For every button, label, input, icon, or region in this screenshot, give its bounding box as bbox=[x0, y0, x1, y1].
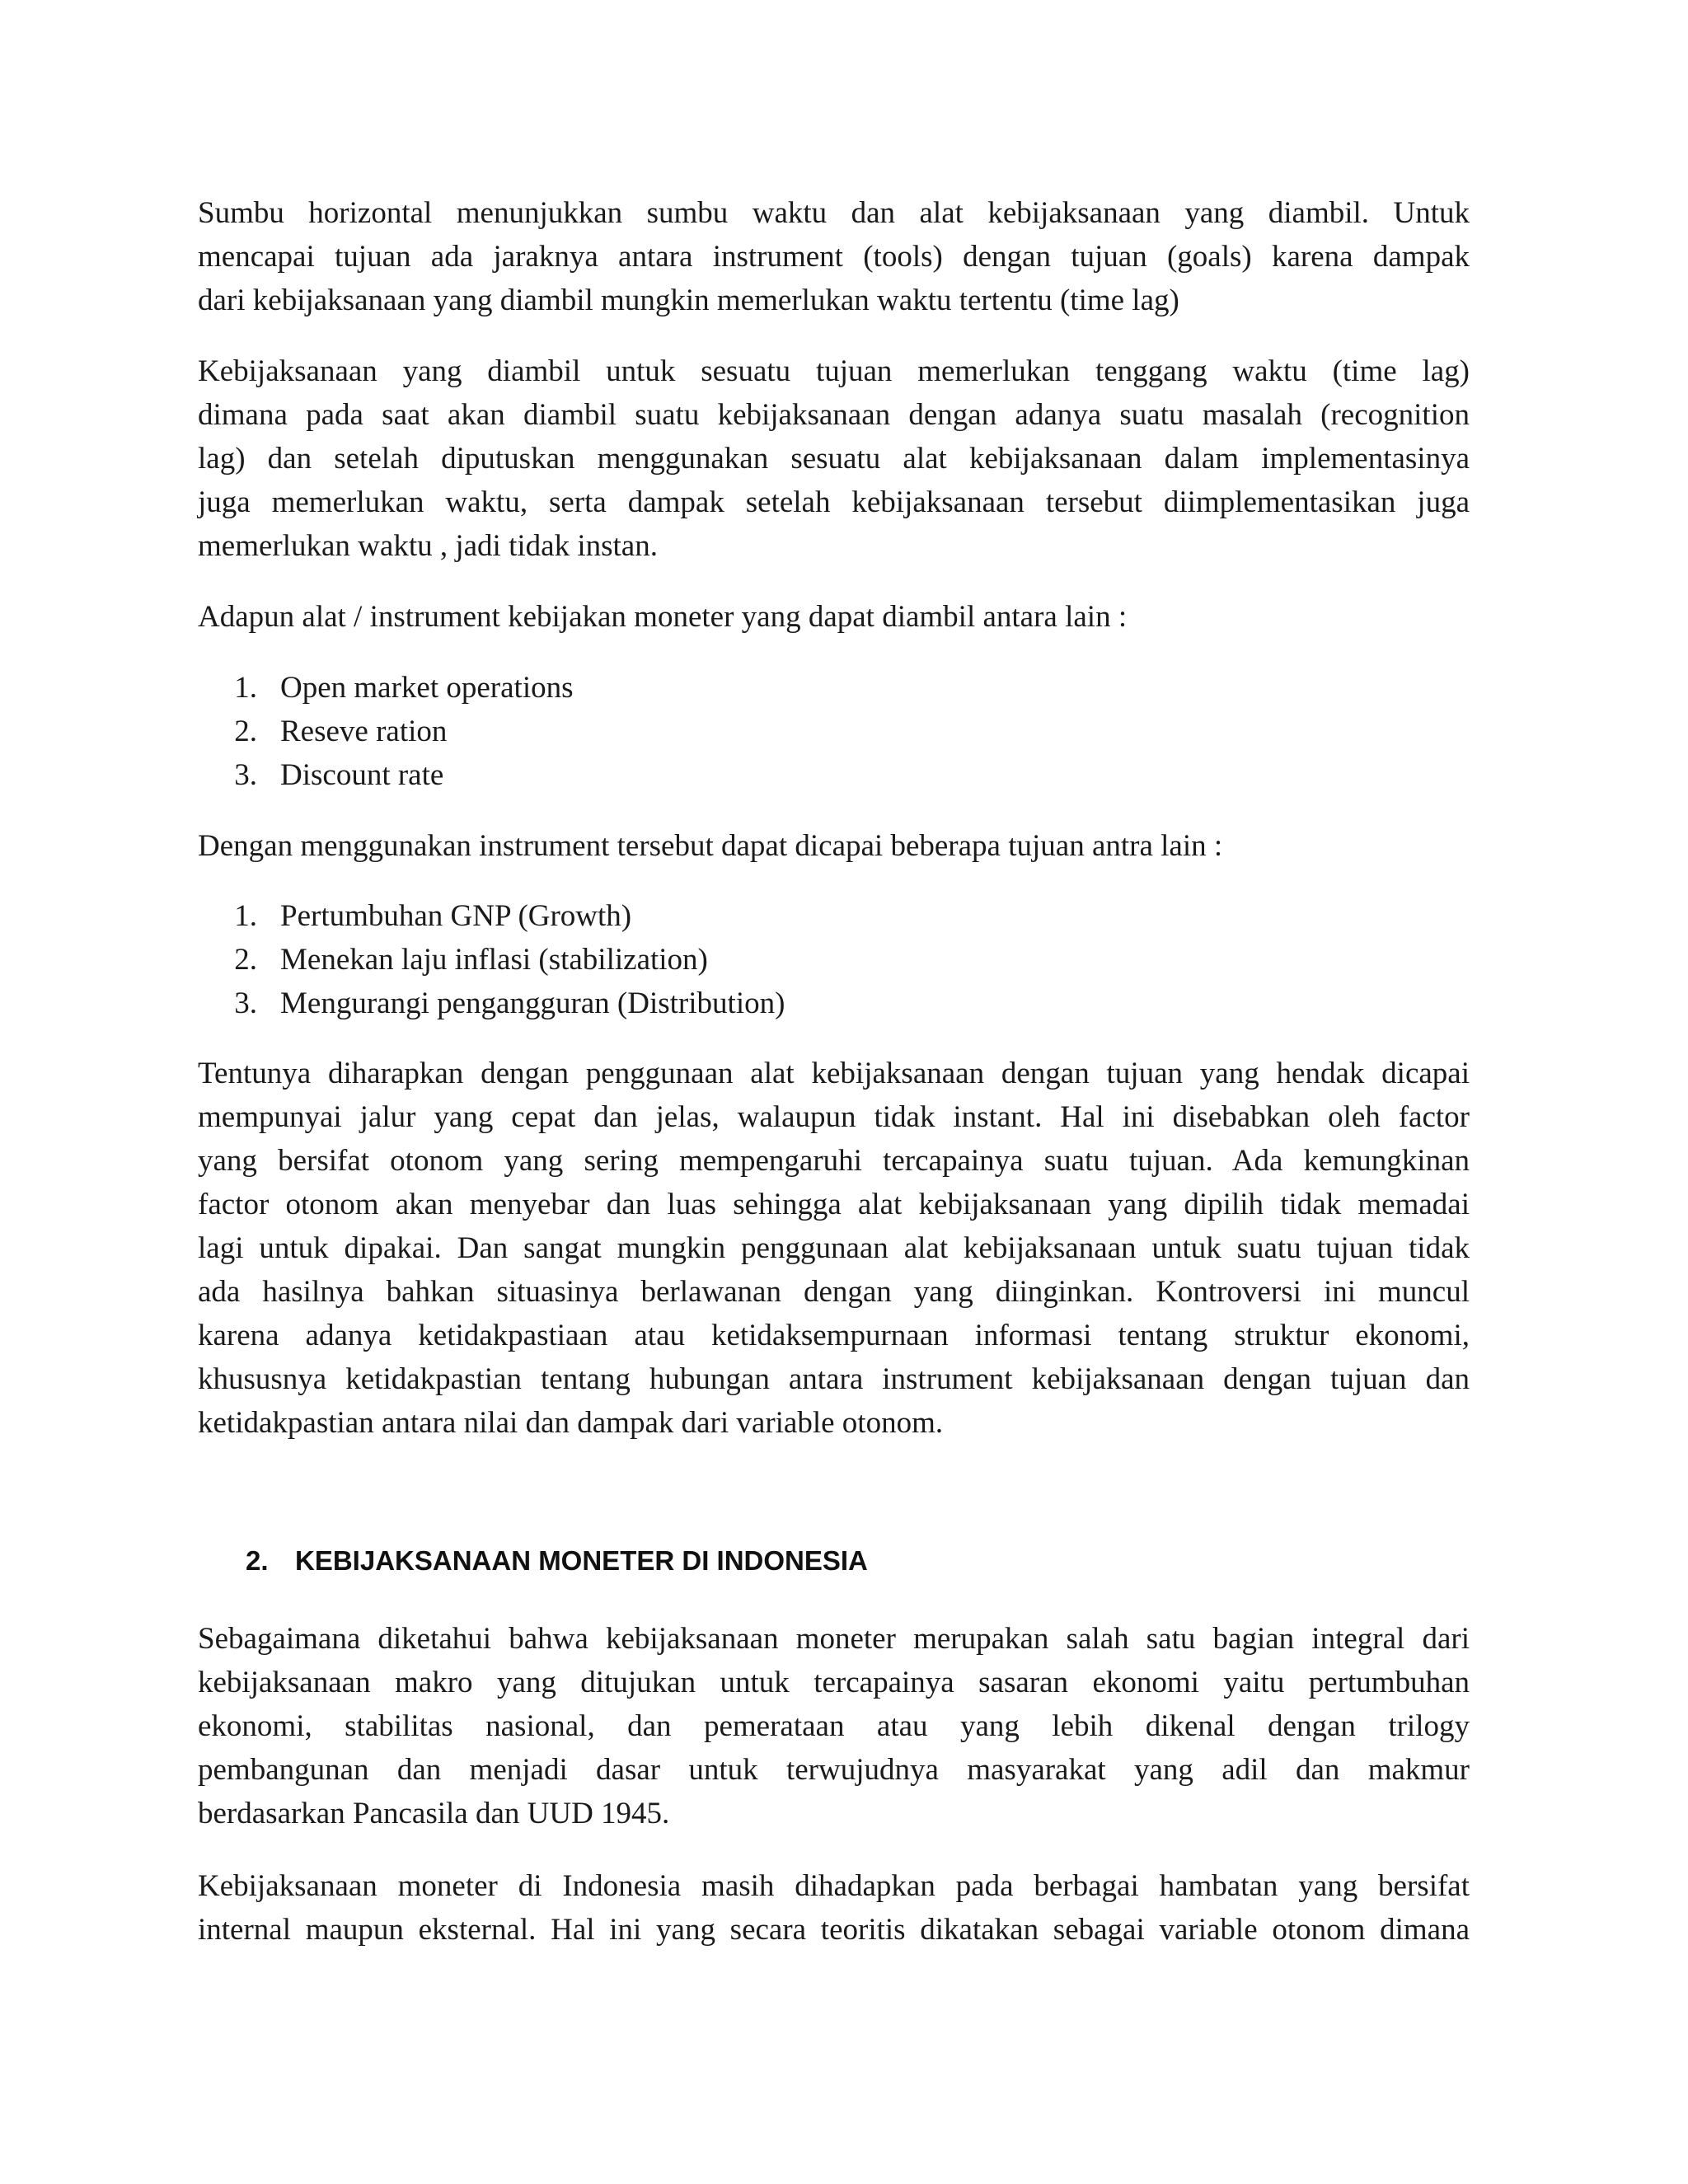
text-line: Tentunya diharapkan dengan penggunaan alat kebijaksanaan dengan tujuan yang hendak dicapai bbox=[198, 1057, 1470, 1090]
text-line: ekonomi, stabilitas nasional, dan pemerataan atau yang lebih dikenal dengan trilogy bbox=[198, 1709, 1470, 1743]
text-line: dari kebijaksanaan yang diambil mungkin memerlukan waktu tertentu (time lag) bbox=[198, 284, 1179, 317]
instrument-list bbox=[198, 666, 574, 797]
paragraph-monetary-policy-indonesia bbox=[198, 1617, 1470, 1835]
list-number: 3. bbox=[234, 758, 257, 792]
list-number: 2. bbox=[234, 943, 257, 977]
text-line: juga memerlukan waktu, serta dampak setelah kebijaksanaan tersebut diimplementasikan juga bbox=[198, 485, 1470, 519]
list-number: 1. bbox=[234, 899, 257, 933]
text-line: lag) dan setelah diputuskan menggunakan sesuatu alat kebijaksanaan dalam implementasinya bbox=[198, 442, 1470, 476]
text-line: karena adanya ketidakpastiaan atau ketidaksempurnaan informasi tentang struktur ekonomi, bbox=[198, 1319, 1470, 1352]
list-item bbox=[198, 666, 574, 710]
text-line: mempunyai jalur yang cepat dan jelas, walaupun tidak instant. Hal ini disebabkan oleh factor bbox=[198, 1100, 1470, 1134]
paragraph-time-axis bbox=[198, 191, 1470, 322]
section-number: 2. bbox=[246, 1545, 269, 1576]
paragraph-time-lag bbox=[198, 349, 1470, 568]
list-number: 2. bbox=[234, 715, 257, 748]
section-title: KEBIJAKSANAAN MONETER DI INDONESIA bbox=[295, 1545, 868, 1576]
list-text: Menekan laju inflasi (stabilization) bbox=[280, 943, 708, 977]
text-line: Adapun alat / instrument kebijakan moneter yang dapat diambil antara lain : bbox=[198, 600, 1128, 634]
list-number: 1. bbox=[234, 671, 257, 705]
list-item bbox=[198, 982, 785, 1025]
paragraph-goals-intro bbox=[198, 824, 1470, 868]
list-item bbox=[198, 894, 785, 938]
text-line: Dengan menggunakan instrument tersebut dapat dicapai beberapa tujuan antra lain : bbox=[198, 829, 1223, 863]
paragraph-autonomous-factors bbox=[198, 1052, 1470, 1445]
text-line: internal maupun eksternal. Hal ini yang secara teoritis dikatakan sebagai variable otonom dimana bbox=[198, 1913, 1470, 1947]
list-text: Reseve ration bbox=[280, 715, 448, 748]
text-line: ada hasilnya bahkan situasinya berlawanan dengan yang diinginkan. Kontroversi ini muncul bbox=[198, 1275, 1470, 1309]
list-item bbox=[198, 710, 574, 753]
paragraph-obstacles bbox=[198, 1864, 1470, 1952]
paragraph-instruments-intro bbox=[198, 595, 1470, 639]
text-line: yang bersifat otonom yang sering mempengaruhi tercapainya suatu tujuan. Ada kemungkinan bbox=[198, 1144, 1470, 1178]
list-text: Open market operations bbox=[280, 671, 574, 705]
text-line: Kebijaksanaan moneter di Indonesia masih dihadapkan pada berbagai hambatan yang bersifat bbox=[198, 1869, 1470, 1903]
text-line: pembangunan dan menjadi dasar untuk terwujudnya masyarakat yang adil dan makmur bbox=[198, 1753, 1470, 1787]
section-heading bbox=[246, 1541, 868, 1581]
text-line: kebijaksanaan makro yang ditujukan untuk tercapainya sasaran ekonomi yaitu pertumbuhan bbox=[198, 1666, 1470, 1699]
text-line: Kebijaksanaan yang diambil untuk sesuatu tujuan memerlukan tenggang waktu (time lag) bbox=[198, 354, 1470, 388]
text-line: ketidakpastian antara nilai dan dampak dari variable otonom. bbox=[198, 1406, 944, 1440]
goals-list bbox=[198, 894, 785, 1025]
list-text: Pertumbuhan GNP (Growth) bbox=[280, 899, 632, 933]
list-text: Discount rate bbox=[280, 758, 444, 792]
text-line: mencapai tujuan ada jaraknya antara instrument (tools) dengan tujuan (goals) karena dampak bbox=[198, 240, 1470, 274]
text-line: memerlukan waktu , jadi tidak instan. bbox=[198, 529, 658, 563]
list-item bbox=[198, 753, 574, 797]
text-line: Sumbu horizontal menunjukkan sumbu waktu dan alat kebijaksanaan yang diambil. Untuk bbox=[198, 196, 1470, 230]
list-text: Mengurangi pengangguran (Distribution) bbox=[280, 987, 785, 1020]
text-line: Sebagaimana diketahui bahwa kebijaksanaan moneter merupakan salah satu bagian integral dari bbox=[198, 1622, 1470, 1656]
text-line: lagi untuk dipakai. Dan sangat mungkin penggunaan alat kebijaksanaan untuk suatu tujuan tidak bbox=[198, 1231, 1470, 1265]
text-line: factor otonom akan menyebar dan luas sehingga alat kebijaksanaan yang dipilih tidak memadai bbox=[198, 1188, 1470, 1221]
list-number: 3. bbox=[234, 987, 257, 1020]
list-item bbox=[198, 938, 785, 982]
text-line: khususnya ketidakpastian tentang hubungan antara instrument kebijaksanaan dengan tujuan dan bbox=[198, 1362, 1470, 1396]
text-line: berdasarkan Pancasila dan UUD 1945. bbox=[198, 1797, 670, 1830]
text-line: dimana pada saat akan diambil suatu kebijaksanaan dengan adanya suatu masalah (recognition bbox=[198, 398, 1470, 432]
